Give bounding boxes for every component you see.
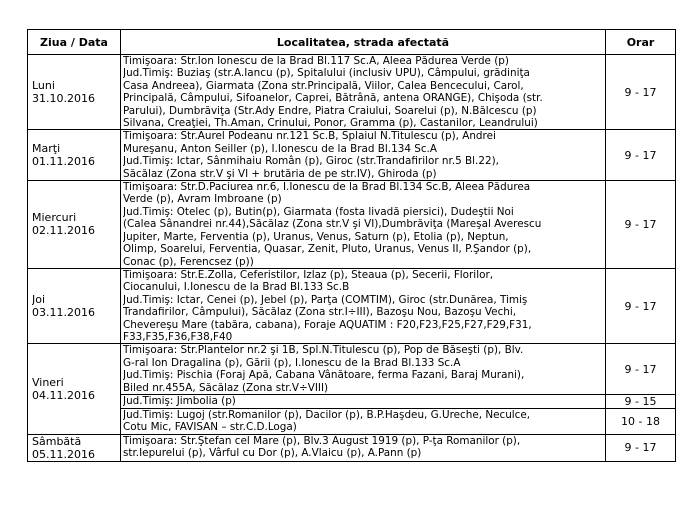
location-cell — [121, 434, 606, 461]
day-date: 05.11.2016 — [32, 447, 95, 461]
location-line: Jupiter, Marte, Ferventia (p), Uranus, Venus, Saturn (p), Etolia (p), Neptun, — [123, 230, 509, 243]
location-line: G-ral Ion Dragalina (p), Gării (p), I.Ionescu de la Brad Bl.133 Sc.A — [123, 356, 461, 369]
header-day: Ziua / Data — [28, 30, 121, 55]
location-line: Timişoara: Str.Ştefan cel Mare (p), Blv.3 August 1919 (p), P-ţa Romanilor (p), — [123, 434, 521, 447]
location-cell — [121, 181, 606, 269]
location-line: Jud.Timiş: Jimbolia (p) — [123, 394, 236, 407]
table-row — [28, 344, 676, 395]
hours-cell: 9 - 17 — [606, 434, 676, 461]
hours-cell: 9 - 17 — [606, 130, 676, 181]
location-line: Timişoara: Str.D.Paciurea nr.6, I.Ionescu de la Brad Bl.134 Sc.B, Aleea Pădurea — [123, 181, 531, 194]
header-row — [28, 30, 676, 55]
location-line: (Calea Sânandrei nr.44),Săcălaz (Zona str.V şi VI),Dumbrăviţa (Mareşal Averescu — [123, 218, 542, 231]
location-line: Parului), Dumbrăviţa (Str.Ady Endre, Piatra Craiului, Soarelui (p), N.Bălcescu (p) — [123, 104, 537, 117]
location-line: Trandafirilor, Câmpului), Săcălaz (Zona str.I÷III), Bazoşu Nou, Bazoşu Vechi, — [123, 306, 517, 319]
day-name: Miercuri — [32, 211, 77, 225]
location-line: Silvana, Creaţiei, Th.Aman, Crinului, Ponor, Gramma (p), Castanilor, Leandrului) — [123, 117, 538, 130]
location-line: Casa Andreea), Giarmata (Zona str.Principală, Viilor, Calea Bencecului, Carol, — [123, 79, 524, 92]
day-date: 03.11.2016 — [32, 306, 95, 320]
day-name: Vineri — [32, 376, 64, 390]
hours-cell: 9 - 17 — [606, 181, 676, 269]
location-line: Chevereşu Mare (tabăra, cabana), Foraje AQUATIM : F20,F23,F25,F27,F29,F31, — [123, 318, 532, 331]
day-cell — [28, 130, 121, 181]
location-line: Mureşanu, Anton Seiller (p), I.Ionescu de la Brad Bl.134 Sc.A — [123, 142, 437, 155]
location-line: F33,F35,F36,F38,F40 — [123, 330, 233, 343]
location-line: Jud.Timiş: Otelec (p), Butin(p), Giarmata (fosta livadă piersici), Dudeştii Noi — [123, 205, 514, 218]
table-row — [28, 130, 676, 181]
location-line: Jud.Timiş: Buziaş (str.A.Iancu (p), Spitalului (inclusiv UPU), Câmpului, grădiniţa — [123, 67, 530, 80]
day-name: Luni — [32, 79, 55, 93]
location-line: Timişoara: Str.Plantelor nr.2 şi 1B, Spl.N.Titulescu (p), Pop de Băseşti (p), Blv. — [123, 344, 524, 357]
location-cell — [121, 268, 606, 343]
header-location: Localitatea, strada afectată — [121, 30, 606, 55]
table-row — [28, 181, 676, 269]
table-row — [28, 55, 676, 130]
location-line: Săcălaz (Zona str.V şi VI + brutăria de pe str.IV), Ghiroda (p) — [123, 167, 437, 180]
location-line: Biled nr.455A, Săcălaz (Zona str.V÷VIII) — [123, 381, 329, 394]
location-line: Cotu Mic, FAVISAN – str.C.D.Loga) — [123, 421, 297, 434]
location-line: Ciocanului, I.Ionescu de la Brad Bl.133 Sc.B — [123, 281, 350, 294]
location-cell — [121, 130, 606, 181]
hours-cell: 9 - 17 — [606, 55, 676, 130]
hours-cell: 9 - 17 — [606, 268, 676, 343]
hours-cell: 9 - 17 — [606, 344, 676, 395]
day-cell — [28, 55, 121, 130]
day-date: 31.10.2016 — [32, 92, 95, 106]
table-row — [28, 268, 676, 343]
location-line: Jud.Timiş: Lugoj (str.Romanilor (p), Dacilor (p), B.P.Haşdeu, G.Ureche, Neculce, — [123, 408, 531, 421]
hours-cell: 10 - 18 — [606, 408, 676, 434]
location-line: Olimp, Soarelui, Ferventia, Quasar, Zenit, Pluto, Uranus, Venus II, P.Şandor (p), — [123, 243, 532, 256]
day-cell — [28, 344, 121, 434]
location-line: Conac (p), Ferencsez (p)) — [123, 255, 254, 268]
location-line: Timişoara: Str.E.Zolla, Ceferistilor, Izlaz (p), Steaua (p), Secerii, Florilor, — [123, 268, 494, 281]
location-cell — [121, 344, 606, 395]
location-line: Timişoara: Str.Aurel Podeanu nr.121 Sc.B, Splaiul N.Titulescu (p), Andrei — [123, 130, 496, 143]
table-row — [28, 434, 676, 461]
location-line: Jud.Timiş: Pischia (Foraj Apă, Cabana Vânătoare, ferma Fazani, Baraj Murani), — [123, 369, 525, 382]
day-name: Sâmbătă — [32, 434, 82, 448]
day-cell — [28, 434, 121, 461]
location-line: Timişoara: Str.Ion Ionescu de la Brad Bl.117 Sc.A, Aleea Pădurea Verde (p) — [123, 55, 509, 67]
table-row — [28, 394, 676, 408]
location-cell — [121, 55, 606, 130]
header-hours: Orar — [606, 30, 676, 55]
table-row — [28, 408, 676, 434]
schedule-body — [28, 55, 676, 462]
location-cell — [121, 394, 606, 408]
schedule-table — [27, 29, 676, 462]
location-line: Verde (p), Avram Imbroane (p) — [123, 193, 282, 206]
day-cell — [28, 181, 121, 269]
outage-schedule — [27, 29, 676, 462]
day-date: 01.11.2016 — [32, 155, 95, 169]
location-line: Jud.Timiş: Ictar, Cenei (p), Jebel (p), Parţa (COMTIM), Giroc (str.Dunărea, Timiş — [123, 293, 528, 306]
hours-cell: 9 - 15 — [606, 394, 676, 408]
day-cell — [28, 268, 121, 343]
day-date: 02.11.2016 — [32, 224, 95, 238]
location-line: str.Iepurelui (p), Vârful cu Dor (p), A.Vlaicu (p), A.Pann (p) — [123, 447, 422, 460]
day-name: Joi — [32, 293, 46, 307]
location-line: Principală, Câmpului, Sifoanelor, Caprei, Bătrână, antena ORANGE), Chişoda (str. — [123, 92, 543, 105]
location-cell — [121, 408, 606, 434]
day-date: 04.11.2016 — [32, 389, 95, 403]
location-line: Jud.Timiş: Ictar, Sânmihaiu Român (p), Giroc (str.Trandafirilor nr.5 Bl.22), — [123, 155, 499, 168]
day-name: Marţi — [32, 142, 61, 156]
